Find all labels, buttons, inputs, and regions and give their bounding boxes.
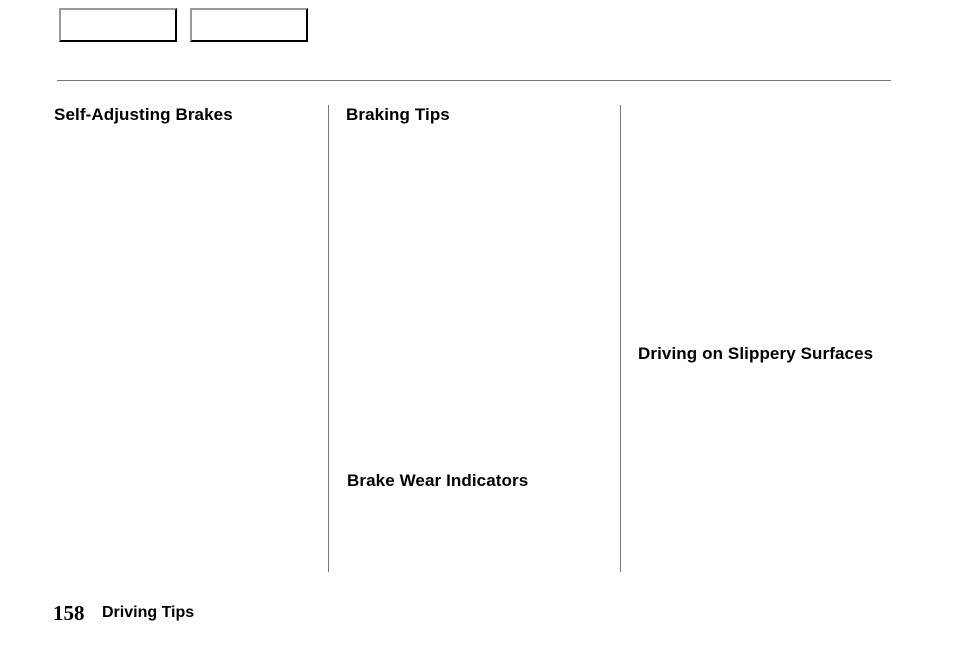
heading-brake-wear-indicators: Brake Wear Indicators [347,471,529,490]
heading-self-adjusting-brakes: Self-Adjusting Brakes [54,105,233,124]
column-divider-right [620,105,621,572]
column-divider-left [328,105,329,572]
section-name: Driving Tips [102,604,195,621]
header-divider [57,80,891,81]
page-number: 158 [53,601,85,625]
next-page-button[interactable] [190,8,308,42]
heading-braking-tips: Braking Tips [346,105,450,124]
previous-page-button[interactable] [59,8,177,42]
heading-driving-on-slippery-surfaces: Driving on Slippery Surfaces [638,344,874,363]
